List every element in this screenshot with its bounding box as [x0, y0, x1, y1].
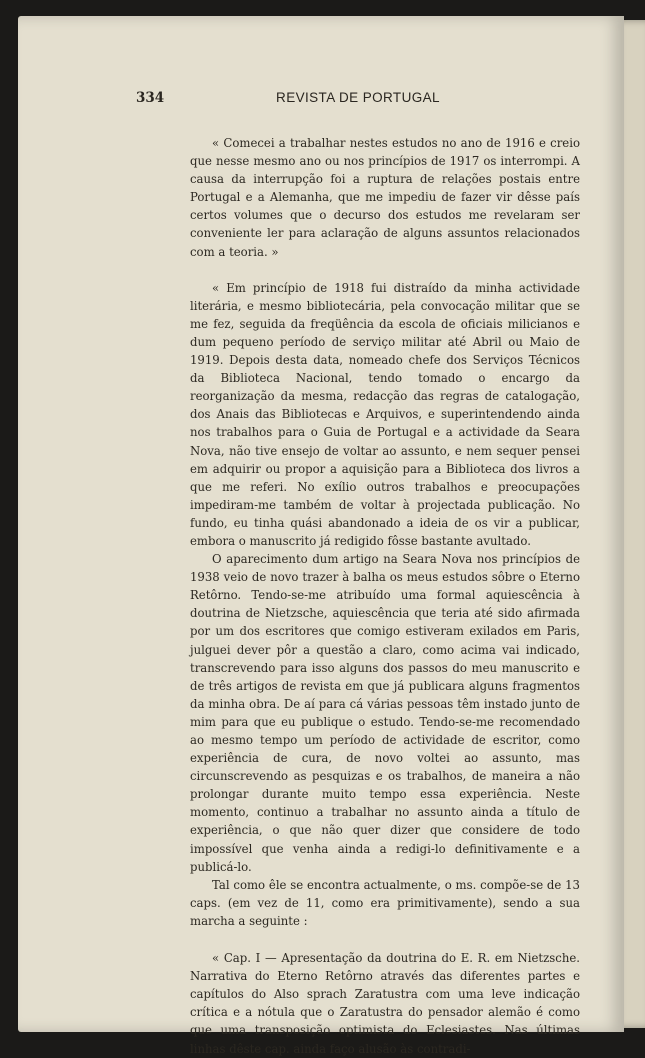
- page-header: [136, 90, 580, 114]
- paragraph: « Comecei a trabalhar nestes estudos no ano de 1916 e creio que nesse mesmo ano ou nos princípios de 1917 os interrompi. A causa da interrupção foi a ruptura de relações postais entre Portugal e a Alemanha, que me impediu de fazer vir dêsse país certos volumes que o decurso dos estudos me revelaram ser conveniente ler para aclaração de alguns assuntos relacionados com a teoria. »: [190, 136, 580, 259]
- body-text: [190, 134, 580, 1058]
- running-head: REVISTA DE PORTUGAL: [276, 90, 440, 105]
- paragraph: O aparecimento dum artigo na Seara Nova nos princípios de 1938 veio de novo trazer à balha os meus estudos sôbre o Eterno Retôrno. Tendo-se-me atribuído uma formal aquiescência à doutrina de Nietzsche, aquiescência que teria até sido afirmada por um dos escritores que comigo estiveram exilados em Paris, julguei dever pôr a questão a claro, como acima vai indicado, transcrevendo para isso alguns dos passos do meu manuscrito e de três artigos de revista em que já publicara alguns fragmentos da minha obra. De aí para cá várias pessoas têm instado junto de mim para que eu publique o estudo. Tendo-se-me recomendado ao mesmo tempo um período de actividade de escritor, como experiência de cura, de novo voltei ao assunto, mas circunscrevendo as pesquizas e os trabalhos, de maneira a não prolongar durante muito tempo essa experiência. Neste momento, continuo a trabalhar no assunto ainda a título de experiência, o que não quer dizer que considere de todo impossível que venha ainda a redigi-lo definitivamente e a publicá-lo.: [190, 552, 580, 874]
- paragraph: Tal como êle se encontra actualmente, o ms. compõe-se de 13 caps. (em vez de 11, como era primitivamente), sendo a sua marcha a seguinte :: [190, 877, 580, 928]
- paragraph: « Cap. I — Apresentação da doutrina do E. R. em Nietzsche. Narrativa do Eterno Retôrno através das diferentes partes e capítulos do Also sprach Zaratustra com uma leve indicação crítica e a nótula que o Zaratustra do pensador alemão é como que uma transposição optimista do Eclesiastes. Nas últimas linhas dêste cap. ainda faço alusão às contradi-: [190, 951, 580, 1056]
- paragraph: « Em princípio de 1918 fui distraído da minha actividade literária, e mesmo bibliotecária, pela convocação militar que se me fez, seguida da freqüência da escola de oficiais milicianos e dum pequeno período de serviço militar até Abril ou Maio de 1919. Depois desta data, nomeado chefe dos Serviços Técnicos da Biblioteca Nacional, tendo tomado o encargo da reorganização da mesma, redacção das regras de catalogação, dos Anais das Bibliotecas e Arquivos, e superintendendo ainda nos trabalhos para o Guia de Portugal e a actividade da Seara Nova, não tive ensejo de voltar ao assunto, e nem sequer pensei em adquirir ou propor a aquisição para a Biblioteca dos livros a que me referi. No exílio outros trabalhos e preocupações impediram-me também de voltar à projectada publicação. No fundo, eu tinha quási abandonado a ideia de os vir a publicar, embora o manuscrito já redigido fôsse bastante avultado.: [190, 280, 580, 548]
- page-number: 334: [136, 90, 165, 106]
